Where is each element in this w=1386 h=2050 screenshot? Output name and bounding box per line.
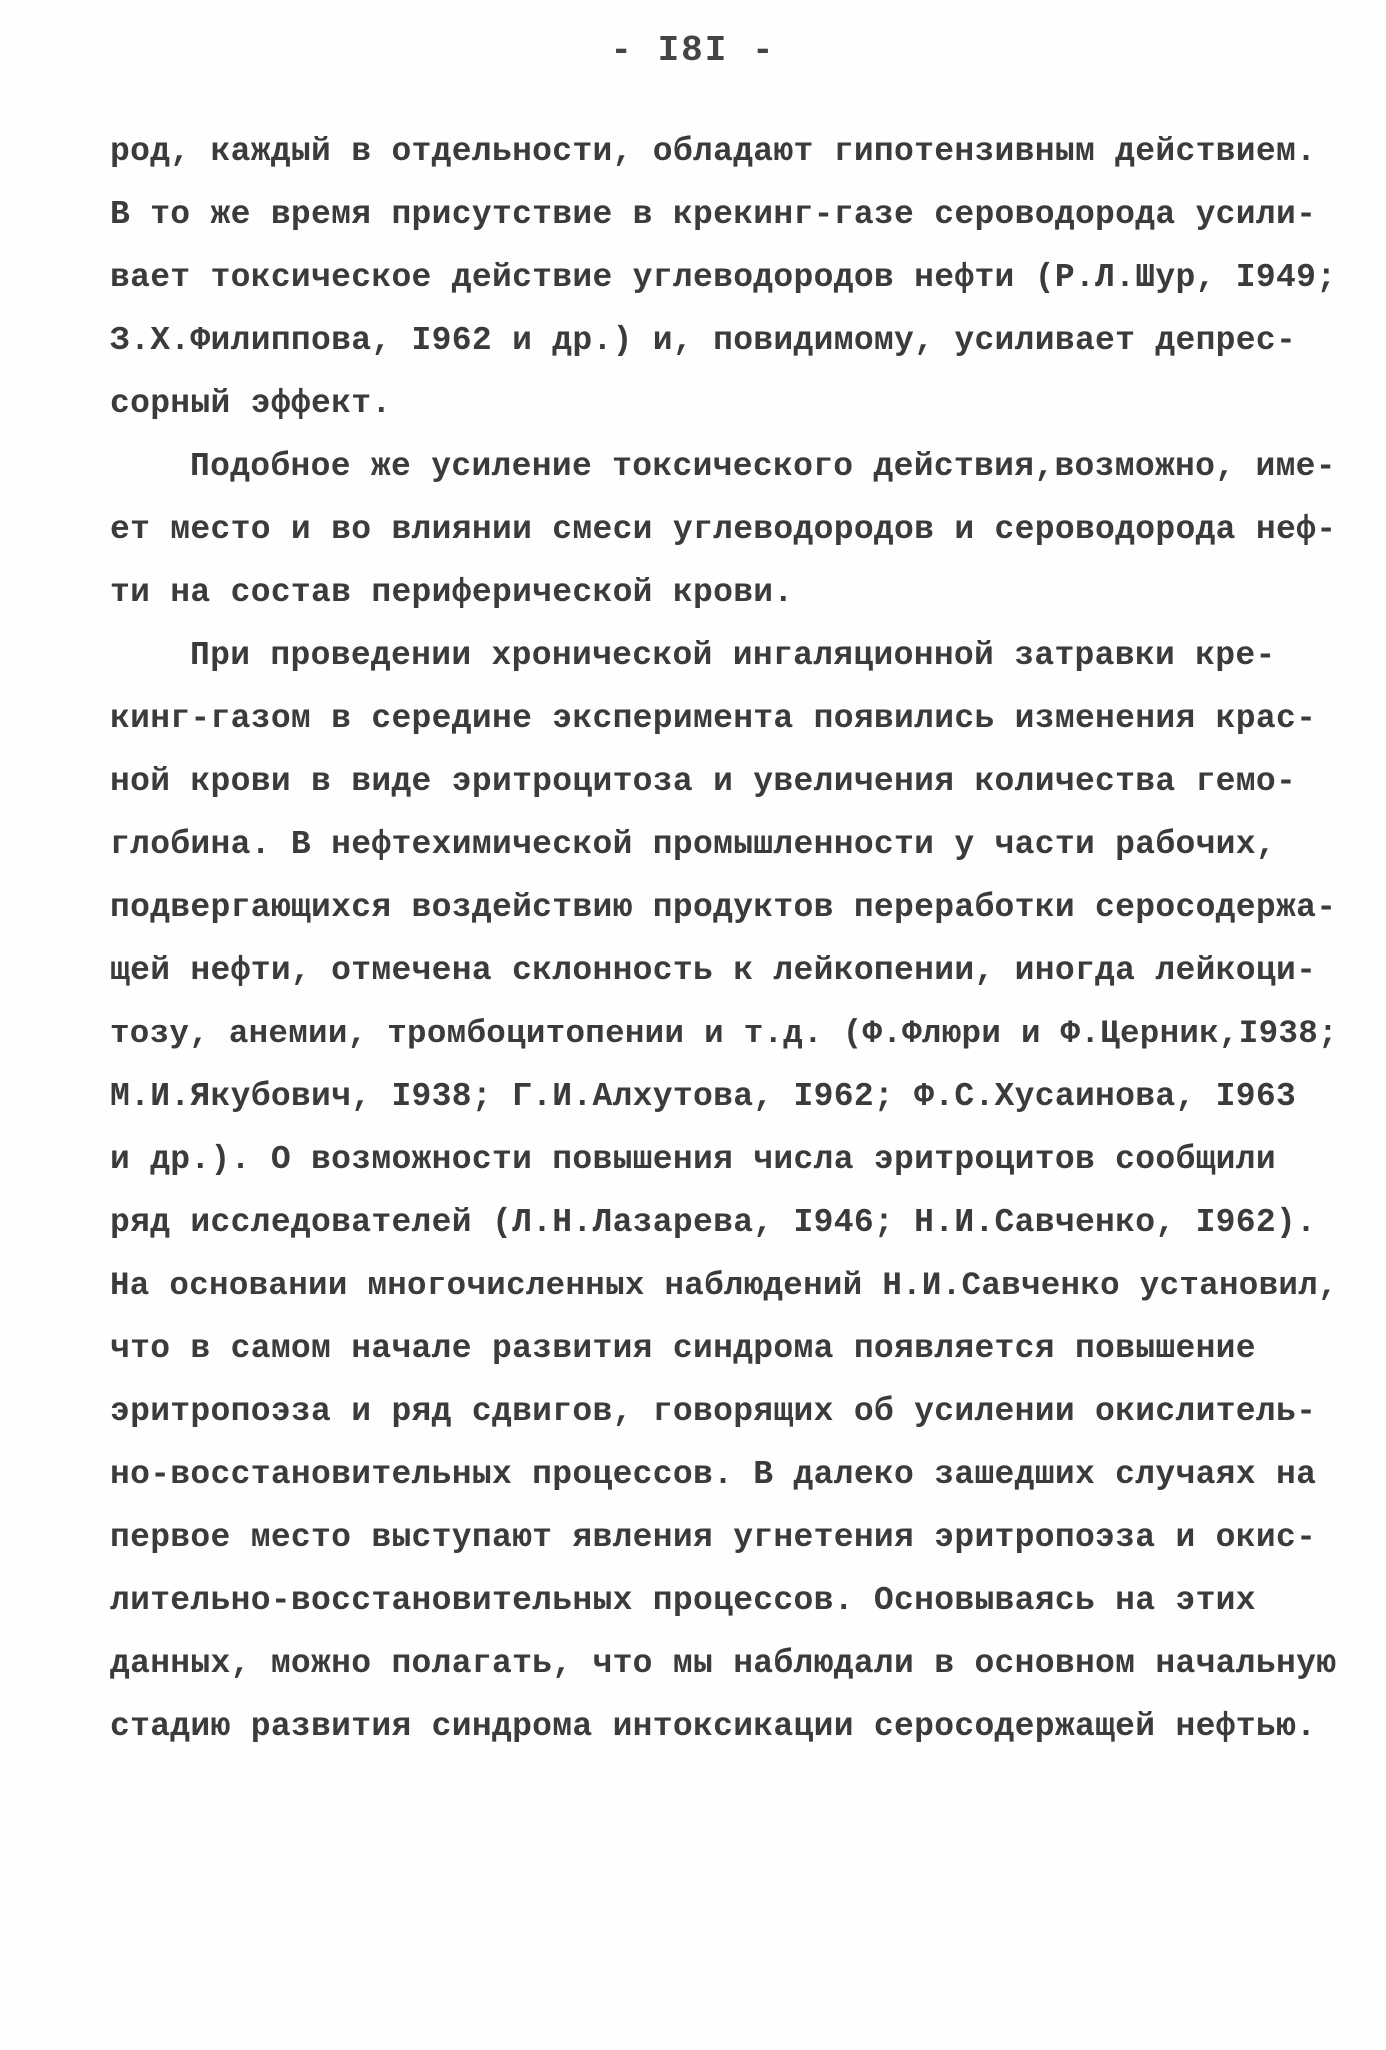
text-line: данных, можно полагать, что мы наблюдали в основном начальную — [110, 1645, 1337, 1682]
text-line: При проведении хронической ингаляционной затравки кре- — [190, 637, 1276, 674]
text-line: эритропоэза и ряд сдвигов, говорящих об усилении окислитель- — [110, 1393, 1317, 1430]
text-line: глобина. В нефтехимической промышленности у части рабочих, — [110, 826, 1276, 863]
text-line: кинг-газом в середине эксперимента появились изменения крас- — [110, 700, 1317, 737]
body-text — [110, 120, 1340, 1758]
text-line: и др.). О возможности повышения числа эритроцитов сообщили — [110, 1141, 1276, 1178]
text-line: З.Х.Филиппова, I962 и др.) и, повидимому, усиливает депрес- — [110, 322, 1297, 359]
text-line: сорный эффект. — [110, 385, 392, 422]
text-line: ти на состав периферической крови. — [110, 574, 794, 611]
text-line: стадию развития синдрома интоксикации серосодержащей нефтью. — [110, 1708, 1317, 1745]
text-line: лительно-восстановительных процессов. Основываясь на этих — [110, 1582, 1256, 1619]
text-line: вает токсическое действие углеводородов нефти (Р.Л.Шур, I949; — [110, 259, 1337, 296]
text-line: но-восстановительных процессов. В далеко зашедших случаях на — [110, 1456, 1317, 1493]
text-line: На основании многочисленных наблюдений Н.И.Савченко установил, — [110, 1267, 1338, 1304]
text-line: В то же время присутствие в крекинг-газе сероводорода усили- — [110, 196, 1317, 233]
text-line: тозу, анемии, тромбоцитопении и т.д. (Ф.Флюри и Ф.Церник,I938; — [110, 1015, 1338, 1052]
text-line: Подобное же усиление токсического действия,возможно, име- — [190, 448, 1336, 485]
text-line: первое место выступают явления угнетения эритропоэза и окис- — [110, 1519, 1317, 1556]
text-line: подвергающихся воздействию продуктов переработки серосодержа- — [110, 889, 1337, 926]
text-line: что в самом начале развития синдрома появляется повышение — [110, 1330, 1256, 1367]
page-number: - I8I - — [610, 30, 776, 71]
text-line: ной крови в виде эритроцитоза и увеличения количества гемо- — [110, 763, 1297, 800]
text-line: ет место и во влиянии смеси углеводородов и сероводорода неф- — [110, 511, 1337, 548]
text-line: щей нефти, отмечена склонность к лейкопении, иногда лейкоци- — [110, 952, 1317, 989]
text-line: род, каждый в отдельности, обладают гипотензивным действием. — [110, 133, 1317, 170]
text-line: ряд исследователей (Л.Н.Лазарева, I946; Н.И.Савченко, I962). — [110, 1204, 1317, 1241]
text-line: М.И.Якубович, I938; Г.И.Алхутова, I962; Ф.С.Хусаинова, I963 — [110, 1078, 1297, 1115]
